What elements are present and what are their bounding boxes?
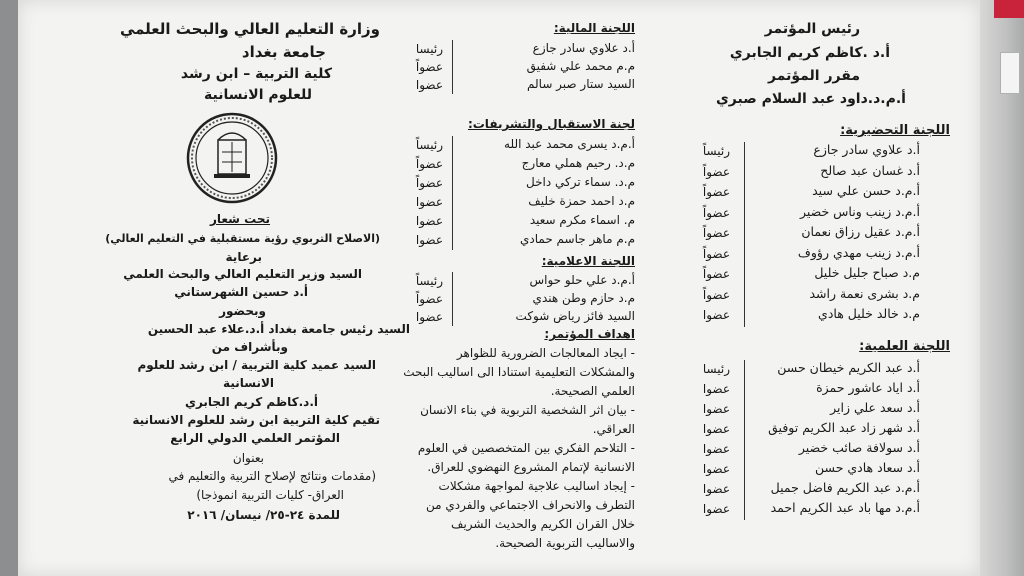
member-role: رئيساً [415,138,443,152]
member-role: عضوا [702,482,730,496]
conference-dates: للمدة ٢٤-٢٥/ نيسان/ ٢٠١٦ [187,508,340,522]
member-role: عضوا [702,462,730,476]
rapporteur-heading: مقرر المؤتمر [768,68,860,84]
slogan-heading: تحت شعار [209,212,270,226]
dean-line-2: الانسانية [223,376,274,390]
goal-line: التطرف والانحراف الاجتماعي والفردي من [426,498,635,512]
member-name: أ.م.د يسرى محمد عبد الله [504,137,635,151]
dean-line-1: السيد عميد كلية التربية / ابن رشد للعلوم [137,358,376,372]
member-name: أ.د غسان عبد صالح [820,162,920,178]
red-tab [994,0,1024,18]
finance-committee-heading: اللجنة المالية: [553,21,635,35]
member-role: عضوا [415,78,443,92]
column-divider [744,360,745,520]
member-role: عضوا [415,195,443,209]
member-role: عضوا [702,442,730,456]
university-seal-icon [186,112,278,204]
member-name: السيد فائز رياض شوكت [515,309,635,323]
member-name: م.د حازم وطن هندي [532,291,635,305]
member-name: م.د خالد خليل هادي [818,306,920,321]
member-name: أ.د سولافة صائب خضير [798,440,920,455]
goal-line: العراقي. [592,422,635,436]
column-divider [452,272,453,326]
member-role: عضواً [702,205,730,220]
member-name: أ.م.د مها باد عبد الكريم احمد [770,500,920,515]
member-name: م.م ماهر جاسم حمادي [519,232,635,246]
member-role: عضواً [702,246,730,261]
member-role: رئيسا [415,42,443,56]
left-column [90,0,410,576]
right-column [660,0,950,576]
member-role: عضوا [702,382,730,396]
goal-line: - التلاحم الفكري بين المتخصصين في العلوم [417,441,635,455]
member-role: عضواً [415,176,443,190]
member-role: عضوا [702,308,730,322]
member-name: أ.م.د عقيل رزاق نعمان [801,224,920,239]
title-label: بعنوان [232,451,264,465]
member-role: عضوا [415,310,443,324]
sci-committee-heading: اللجنة العلمية: [859,339,950,354]
member-name: أ.د علاوي سادر جازع [532,41,635,55]
patronage-heading: برعاية [225,250,262,264]
goal-line: والمشكلات التعليمية استنادا الى اساليب البحث [403,365,635,379]
rapporteur-name: أ.م.د.داود عبد السلام صبري [715,91,906,107]
member-name: م.د. سماء تركي داخل [526,175,635,189]
slogan-text: (الاصلاح التربوي رؤية مستقبلية في التعليم العالي) [105,232,380,245]
member-name: أ.د علاوي سادر جازع [813,142,920,157]
member-name: أ.م.د عبد الكريم فاضل جميل [770,480,920,495]
member-name: أ.م.د حسن علي سيد [812,183,920,198]
organizer-line-1: تقيم كلية التربية ابن رشد للعلوم الانسانية [132,413,380,427]
member-role: عضواً [702,287,730,302]
goal-line: - بيان اثر الشخصية التربوية في بناء الانسان [420,403,635,417]
middle-column [380,0,635,576]
member-name: أ.د عبد الكريم خيطان حسن [777,360,920,375]
goal-line: - إيجاد اساليب علاجية لمواجهة مشكلات [438,479,635,493]
paper-clip [1000,52,1020,94]
member-name: أ.م.د زينب وناس خضير [799,203,920,219]
prep-committee-heading: اللجنة التحضيرية: [840,123,950,138]
member-name: أ.م.د زينب مهدي رؤوف [797,244,920,260]
goal-line: - ايجاد المعالجات الضرورية للظواهر [456,346,635,360]
member-role: عضواً [702,226,730,240]
ministry-title: وزارة التعليم العالي والبحث العلمي [119,20,380,38]
media-committee-heading: اللجنة الاعلامية: [541,254,635,268]
column-divider [452,40,453,94]
goal-line: العلمي الصحيحة. [550,384,635,398]
chair-name: أ.د .كاظم كريم الجابري [729,45,890,61]
member-name: م.د. رحيم هملي معارج [521,156,635,170]
university-name: جامعة بغداد [241,43,326,61]
member-name: أ.د سعاد هادي حسن [815,460,920,475]
minister-line-1: السيد وزير التعليم العالي والبحث العلمي [123,267,362,281]
member-name: أ.م.د علي حلو حواس [529,273,635,287]
member-role: عضواً [415,157,443,171]
member-role: رئيساً [415,274,443,288]
member-name: السيد ستار صبر سالم [527,77,635,91]
minister-line-2: أ.د حسين الشهرستاني [174,285,308,299]
reception-committee-heading: لجنة الاستقبال والتشريفات: [467,117,635,131]
conference-title-line-1: (مقدمات ونتائج لإصلاح التربية والتعليم في [168,469,376,483]
column-divider [452,136,453,250]
college-line-2: للعلوم الانسانية [204,87,312,103]
president-line: السيد رئيس جامعة بغداد أ.د.علاء عبد الحسين [147,322,410,336]
goal-line: خلال القران الكريم والحديث الشريف [451,517,635,531]
member-name: م.د صباح جليل خليل [814,265,920,280]
goals-heading: اهداف المؤتمر: [544,327,635,341]
member-role: عضوا [415,233,443,247]
member-role: عضوا [702,502,730,516]
member-role: عضواً [702,185,730,199]
member-name: أ.د سعد علي زاير [830,400,920,415]
member-role: عضوا [702,422,730,436]
dean-name: أ.د.كاظم كريم الجابري [184,395,318,409]
member-role: عضواً [702,267,730,281]
member-name: م.د احمد حمزة خليف [528,194,635,208]
member-role: عضواً [415,292,443,306]
member-role: عضوا [415,214,443,228]
member-name: أ.د شهر زاد عبد الكريم توفيق [768,420,920,435]
member-name: أ.د اياد عاشور حمزة [816,380,920,395]
goal-line: والاساليب التربوية الصحيحة. [495,536,635,550]
goal-line: الانسانية لإتمام المشروع النهضوي للعراق. [427,460,635,474]
column-divider [744,142,745,327]
member-name: م.م محمد علي شفيق [526,59,635,73]
organizer-line-2: المؤتمر العلمي الدولي الرابع [170,431,340,445]
member-name: م. اسماء مكرم سعيد [529,213,635,227]
supervision-heading: وبأشراف من [211,340,288,354]
member-role: عضواً [702,164,730,179]
member-name: م.د بشرى نعمة راشد [809,285,920,301]
member-role: عضوا [702,402,730,416]
presence-heading: وبحضور [219,304,266,318]
member-role: رئيساً [702,144,730,158]
conference-title-line-2: العراق- كليات التربية انموذجا) [196,488,344,502]
chair-heading: رئيس المؤتمر [764,21,860,37]
member-role: عضواً [415,60,443,74]
college-line-1: كلية التربية – ابن رشد [180,66,332,82]
member-role: رئيسا [702,362,730,376]
